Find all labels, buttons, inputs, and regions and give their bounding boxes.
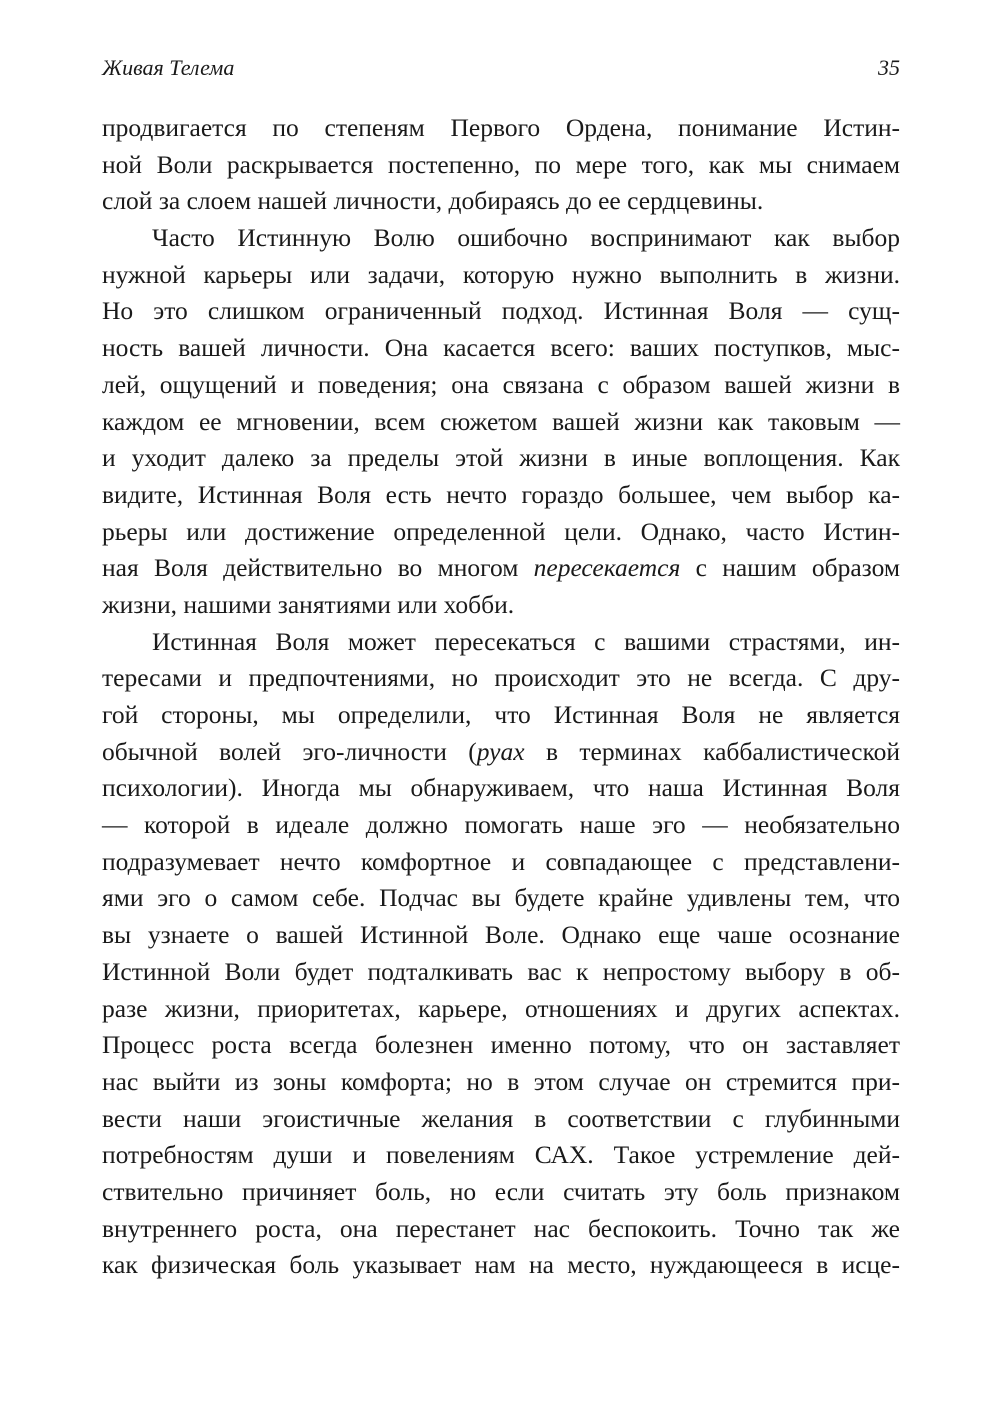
text-line: лей, ощущений и поведения; она связана с образом вашей жизни в [102,369,900,399]
text-line: тересами и предпочтениями, но происходит это не всегда. С дру- [102,663,900,693]
text-line: Процесс роста всегда болезнен именно потому, что он заставляет [102,1030,900,1060]
text-line: разе жизни, приоритетах, карьере, отношениях и других аспектах. [102,993,900,1023]
text-line: продвигается по степеням Первого Ордена, понимание Истин- [102,113,900,142]
text-line: гой стороны, мы определили, что Истинная Воля не является [102,700,900,729]
text-line: ной Воли раскрывается постепенно, по мере того, как мы снимаем [102,149,900,179]
text-line: как физическая боль указывает нам на место, нуждающееся в исце- [102,1250,900,1280]
paragraph [102,624,900,1284]
paragraph [102,110,900,220]
text-line: Истинная Воля может пересекаться с вашими страстями, ин- [152,626,900,656]
text-line: внутреннего роста, она перестанет нас беспокоить. Точно так же [102,1213,900,1243]
text-line: Но это слишком ограниченный подход. Истинная Воля — сущ- [102,296,900,326]
text-line: — которой в идеале должно помогать наше эго — необязательно [102,810,900,840]
text-run: ная Воля действительно во многом [102,553,534,583]
text-line: Истинной Воли будет подталкивать вас к непростому выбору в об- [102,956,900,986]
text-line: психологии). Иногда мы обнаруживаем, что наша Истинная Воля [102,773,900,803]
body-text [102,110,900,1284]
page-number: 35 [878,55,900,80]
text-line: слой за слоем нашей личности, добираясь до ее сердцевины. [102,186,764,216]
running-header [102,52,900,84]
text-line: и уходит далеко за пределы этой жизни в иные воплощения. Как [102,443,900,473]
text-line: рьеры или достижение определенной цели. Однако, часто Истин- [102,516,900,546]
text-line: подразумевает нечто комфортное и совпадающее с представлени- [102,846,900,876]
text-run: в терминах каббалистической [524,736,900,766]
text-run: с нашим образом [680,553,900,583]
text-line: каждом ее мгновении, всем сюжетом вашей жизни как таковым — [102,406,900,436]
text-line [102,734,900,771]
text-line: видите, Истинная Воля есть нечто гораздо большее, чем выбор ка- [102,479,900,509]
text-line [102,550,900,587]
text-line: ность вашей личности. Она касается всего: ваших поступков, мыс- [102,333,900,363]
text-line: ями эго о самом себе. Подчас вы будете крайне удивлены тем, что [102,883,900,913]
paragraph [102,220,900,624]
text-line: нас выйти из зоны комфорта; но в этом случае он стремится при- [102,1066,900,1096]
text-line: вести наши эгоистичные желания в соответствии с глубинными [102,1103,900,1133]
text-line: жизни, нашими занятиями или хобби. [102,589,515,619]
text-run: обычной волей эго-личности ( [102,736,477,766]
emphasis-text: пересекается [533,553,681,583]
text-line: потребностям души и повелениям САХ. Такое устремление дей- [102,1140,900,1170]
running-title: Живая Телема [102,55,235,80]
text-line: ствительно причиняет боль, но если считать эту боль признаком [102,1176,900,1206]
text-line: вы узнаете о вашей Истинной Воле. Однако еще чаше осознание [102,920,900,950]
emphasis-text: руах [476,736,525,766]
text-line: нужной карьеры или задачи, которую нужно выполнить в жизни. [102,259,900,289]
text-line: Часто Истинную Волю ошибочно воспринимают как выбор [152,223,900,253]
